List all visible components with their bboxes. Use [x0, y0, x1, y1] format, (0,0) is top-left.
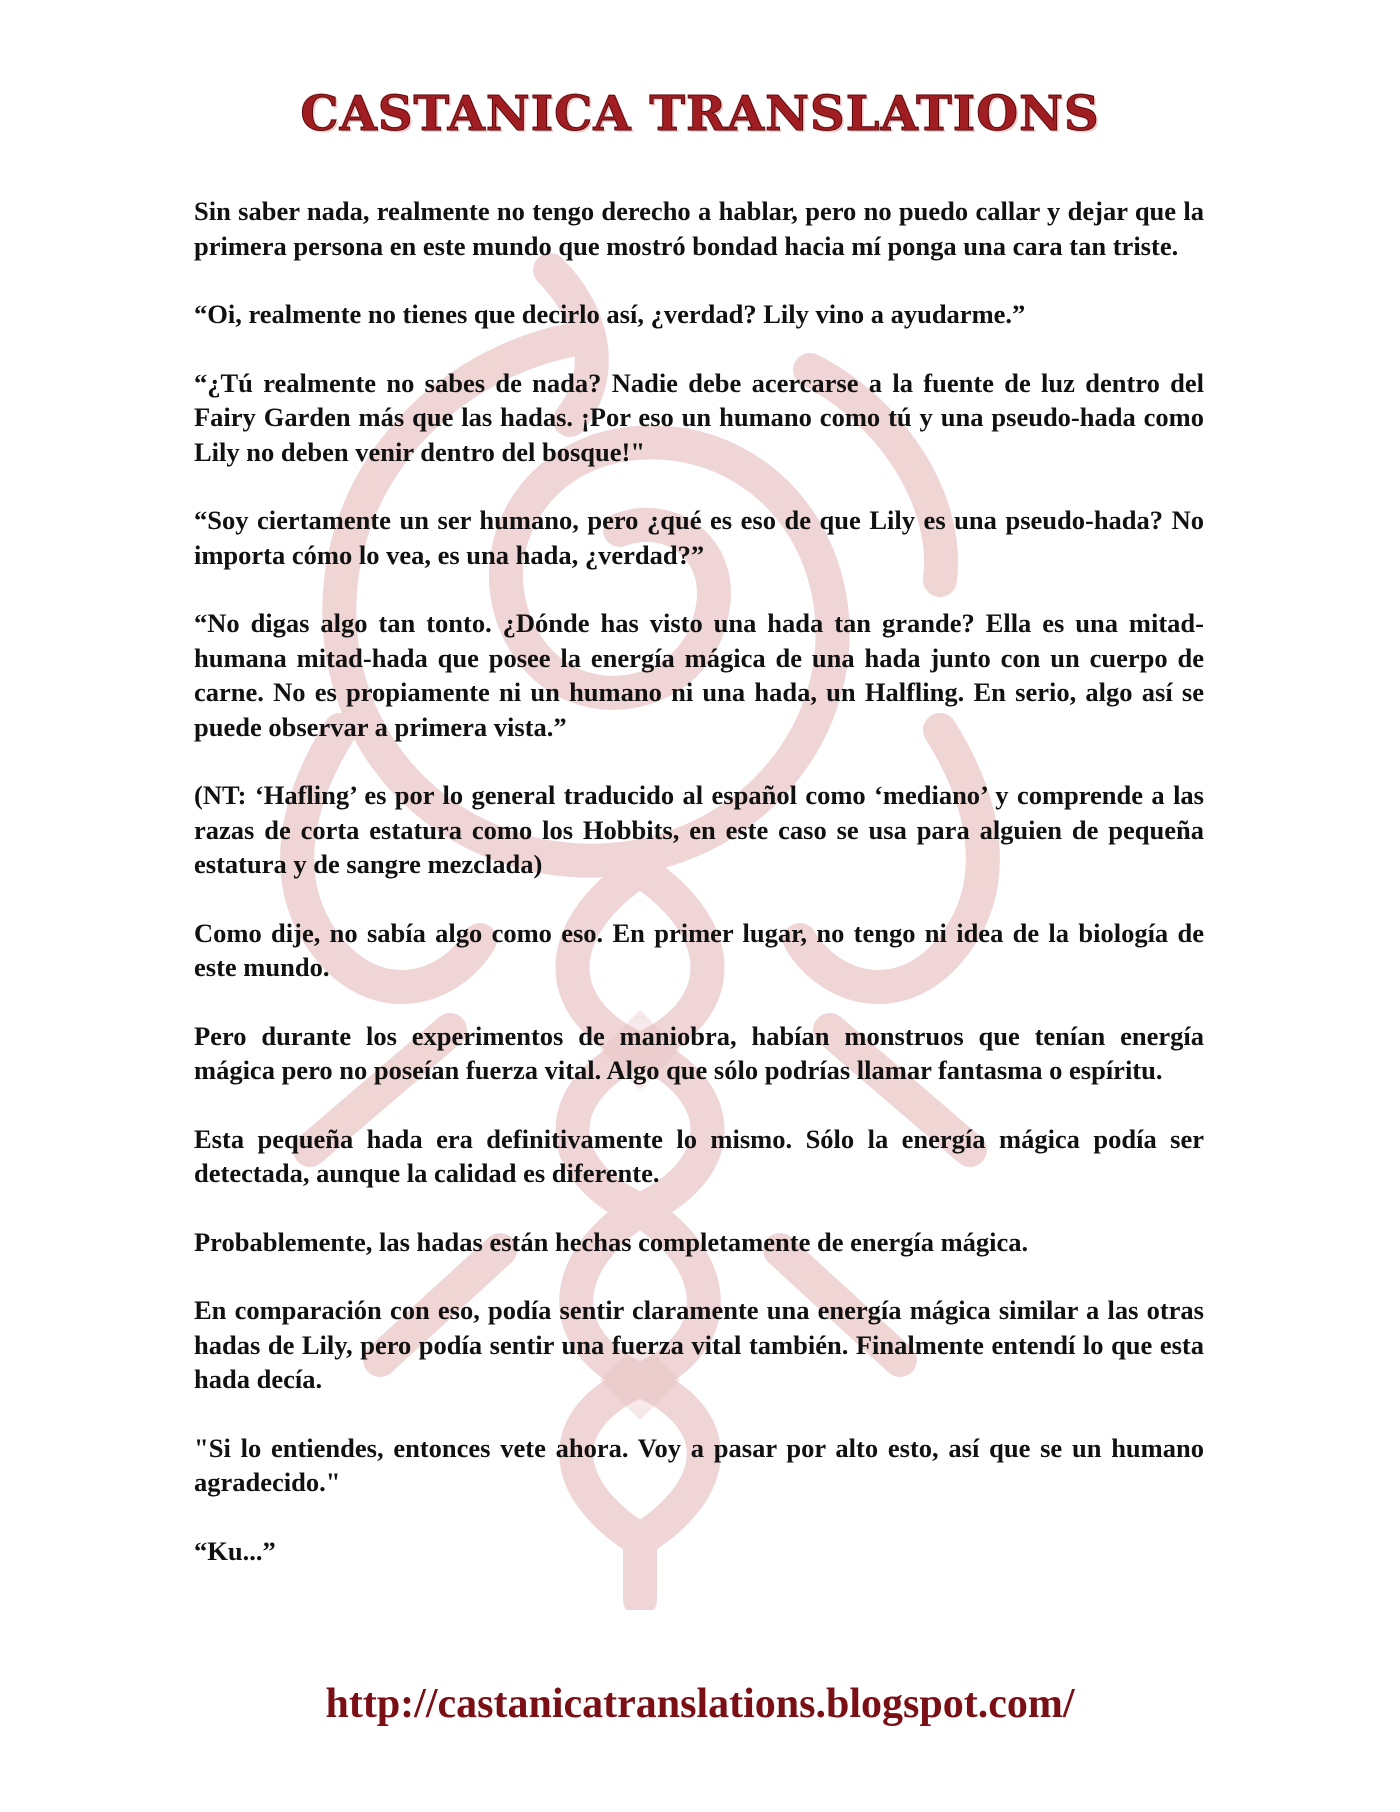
document-body — [194, 194, 1204, 1602]
paragraph: Como dije, no sabía algo como eso. En primer lugar, no tengo ni idea de la biología de este mundo. — [194, 917, 1204, 982]
paragraph: “Oi, realmente no tienes que decirlo así, ¿verdad? Lily vino a ayudarme.” — [194, 299, 1026, 329]
paragraph: "Si lo entiendes, entonces vete ahora. Voy a pasar por alto esto, así que se un humano agradecido." — [194, 1432, 1204, 1497]
paragraph: Probablemente, las hadas están hechas completamente de energía mágica. — [194, 1226, 1029, 1257]
footer-url-link[interactable]: http://castanicatranslations.blogspot.com/ — [325, 1681, 1075, 1727]
paragraph: Sin saber nada, realmente no tengo derecho a hablar, pero no puedo callar y dejar que la primera persona en este mundo que mostró bondad hacia mí ponga una cara tan triste. — [194, 196, 1204, 261]
paragraph: “Soy ciertamente un ser humano, pero ¿qué es eso de que Lily es una pseudo-hada? No importa cómo lo vea, es una hada, ¿verdad?” — [194, 505, 1204, 570]
paragraph: “¿Tú realmente no sabes de nada? Nadie debe acercarse a la fuente de luz dentro del Fairy Garden más que las hadas. ¡Por eso un humano como tú y una pseudo-hada como Lily no deben venir dentro del bosque!" — [194, 367, 1204, 467]
translator-note: (NT: ‘Hafling’ es por lo general traducido al español como ‘mediano’ y comprende a las razas de corta estatura como los Hobbits, en este caso se usa para alguien de pequeña estatura y de sangre mezclada) — [194, 780, 1204, 879]
paragraph: “No digas algo tan tonto. ¿Dónde has visto una hada tan grande? Ella es una mitad-humana mitad-hada que posee la energía mágica de una hada junto con un cuerpo de carne. No es propiamente ni un humano ni una hada, un Halfling. En serio, algo así se puede observar a primera vista.” — [194, 608, 1204, 742]
paragraph: “Ku...” — [194, 1535, 276, 1566]
page-title: CASTANICA TRANSLATIONS — [300, 86, 1100, 142]
paragraph: Esta pequeña hada era definitivamente lo mismo. Sólo la energía mágica podía ser detectada, aunque la calidad es diferente. — [194, 1123, 1204, 1188]
paragraph: En comparación con eso, podía sentir claramente una energía mágica similar a las otras hadas de Lily, pero podía sentir una fuerza vital también. Finalmente entendí lo que esta hada decía. — [194, 1295, 1204, 1394]
paragraph: Pero durante los experimentos de maniobra, habían monstruos que tenían energía mágica pero no poseían fuerza vital. Algo que sólo podrías llamar fantasma o espíritu. — [194, 1020, 1204, 1085]
